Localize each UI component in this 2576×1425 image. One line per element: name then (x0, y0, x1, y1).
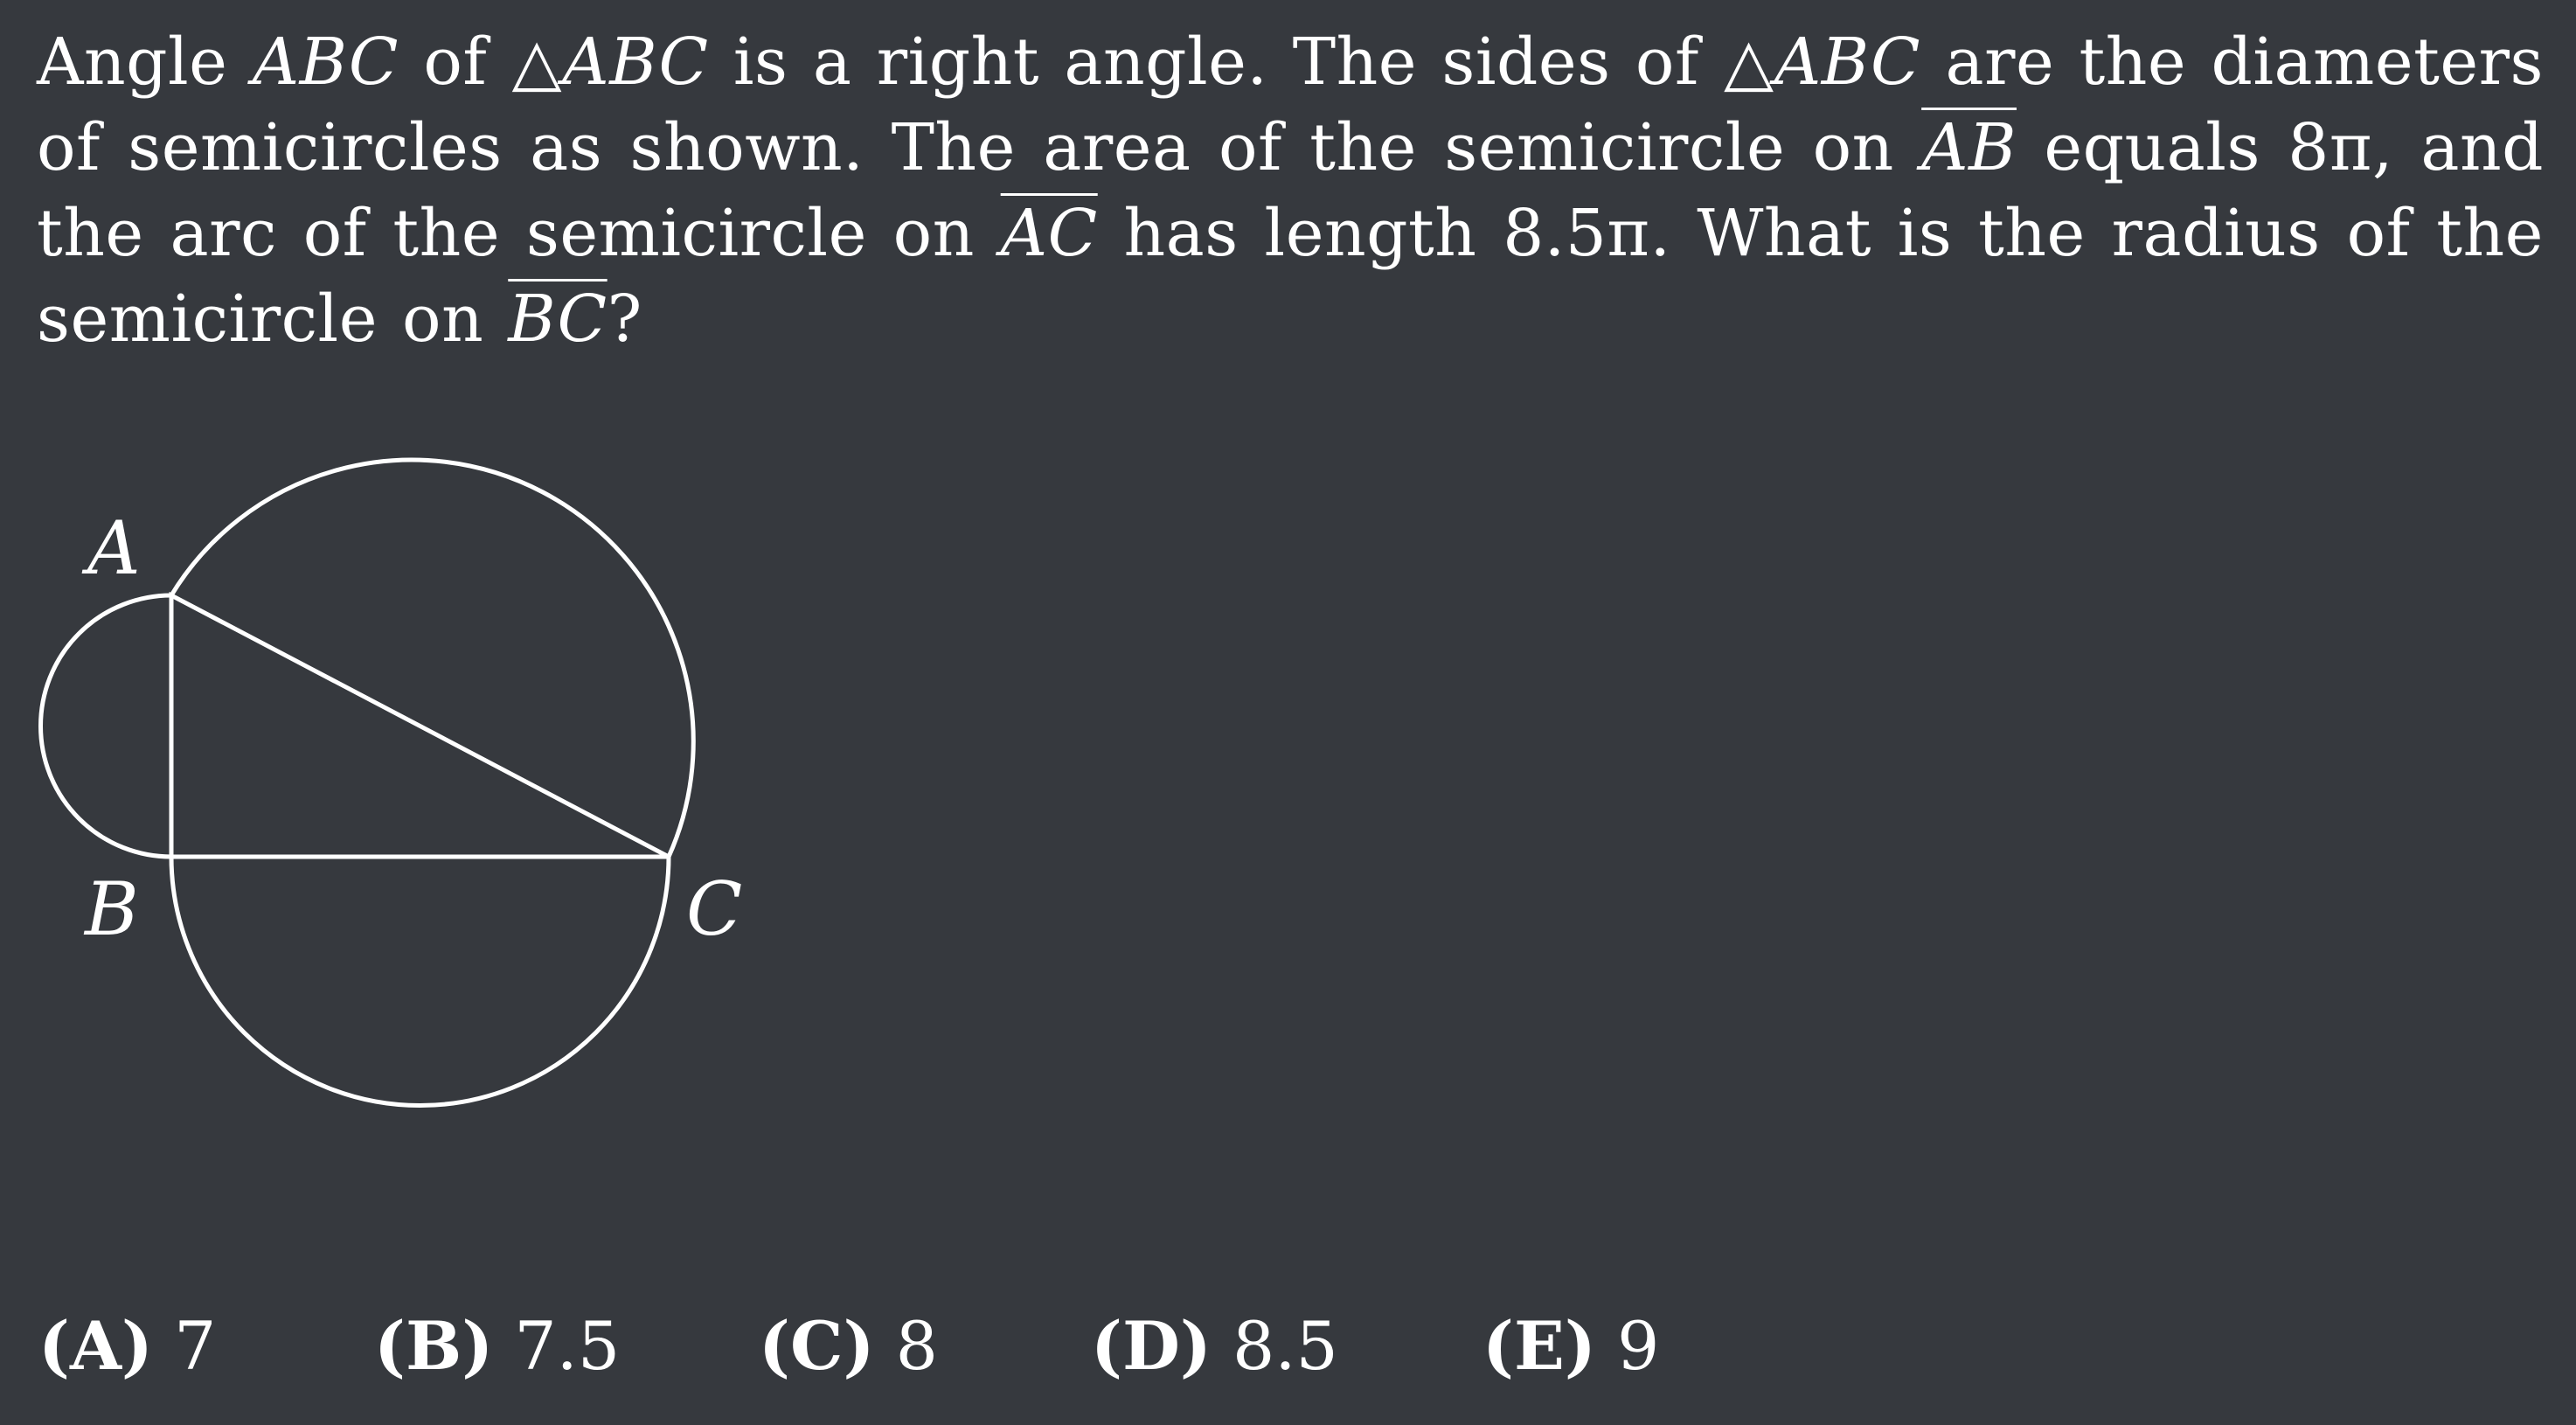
choice-c[interactable] (759, 1307, 938, 1386)
choice-a[interactable] (38, 1307, 216, 1386)
problem-text-part: Angle (37, 24, 253, 100)
semicircle-ab (41, 595, 172, 857)
triangle-name: ABC (1774, 24, 1921, 100)
choice-letter: (E) (1482, 1307, 1596, 1385)
vertex-c-label: C (686, 866, 743, 952)
triangle-name: ABC (562, 24, 709, 100)
problem-text-part: is a right angle. The sides of △ (708, 24, 1774, 100)
choice-letter: (D) (1091, 1307, 1212, 1385)
semicircle-bc (171, 857, 669, 1106)
semicircle-ac (171, 460, 693, 857)
choice-letter: (A) (38, 1307, 153, 1385)
choice-e[interactable] (1482, 1307, 1659, 1386)
choice-letter: (C) (759, 1307, 875, 1385)
segment-ab: $\overline{AB}$ (1921, 110, 2017, 185)
choice-value: 7 (174, 1307, 217, 1385)
vertex-a-label: A (87, 505, 141, 591)
segment-bc: $\overline{BC}$ (508, 282, 608, 357)
choice-value: 8 (895, 1307, 938, 1385)
choice-value: 8.5 (1232, 1307, 1338, 1385)
triangle-abc (171, 595, 669, 857)
problem-text-part: of △ (399, 24, 563, 100)
angle-name: ABC (252, 24, 399, 100)
problem-text (37, 19, 2544, 362)
vertex-b-label: B (85, 866, 139, 952)
problem-text-part: ? (607, 282, 642, 357)
choice-d[interactable] (1091, 1307, 1338, 1386)
problem-text-part: are the diameters of semicircles as shown. The area of the semicircle on (37, 24, 2544, 185)
problem-text-part: has length 8.5π. What is the radius of the semicircle on (37, 196, 2544, 357)
choice-letter: (B) (374, 1307, 494, 1385)
problem-text-part: equals 8π, and the arc of the semicircle on (37, 110, 2544, 271)
segment-ac: $\overline{AC}$ (1000, 196, 1098, 271)
choice-b[interactable] (374, 1307, 620, 1386)
choice-value: 7.5 (514, 1307, 621, 1385)
choice-value: 9 (1617, 1307, 1660, 1385)
